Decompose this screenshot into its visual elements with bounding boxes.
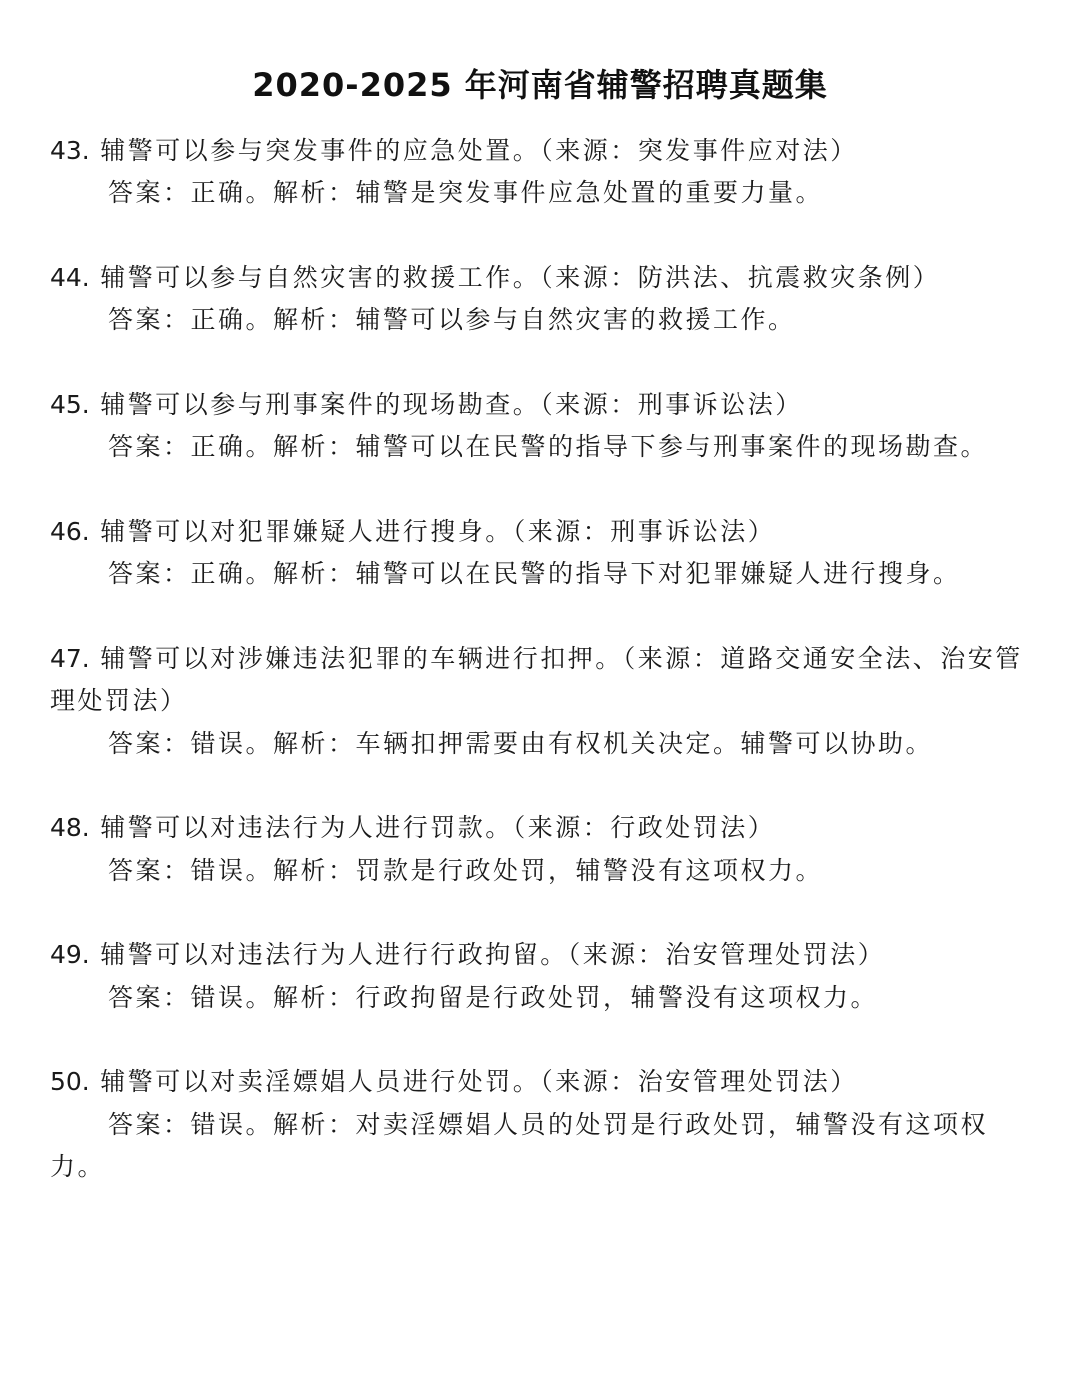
question-text: 辅警可以对犯罪嫌疑人进行搜身。（来源：刑事诉讼法） — [100, 517, 776, 546]
question-46 — [50, 511, 1035, 553]
question-text: 辅警可以参与突发事件的应急处置。（来源：突发事件应对法） — [100, 136, 858, 165]
question-47 — [50, 638, 1035, 722]
question-number: 46. — [50, 517, 90, 546]
question-49 — [50, 934, 1035, 976]
question-number: 43. — [50, 136, 90, 165]
question-number: 50. — [50, 1067, 90, 1096]
question-number: 48. — [50, 813, 90, 842]
question-text: 辅警可以参与自然灾害的救援工作。（来源：防洪法、抗震救灾条例） — [100, 263, 941, 292]
answer-45: 答案：正确。解析：辅警可以在民警的指导下参与刑事案件的现场勘查。 — [108, 432, 989, 461]
question-text: 辅警可以对卖淫嫖娼人员进行处罚。（来源：治安管理处罚法） — [100, 1067, 858, 1096]
question-text: 辅警可以对违法行为人进行罚款。（来源：行政处罚法） — [100, 813, 776, 842]
question-text: 辅警可以对违法行为人进行行政拘留。（来源：治安管理处罚法） — [100, 940, 886, 969]
answer-43: 答案：正确。解析：辅警是突发事件应急处置的重要力量。 — [108, 178, 824, 207]
answer-49: 答案：错误。解析：行政拘留是行政处罚，辅警没有这项权力。 — [108, 983, 879, 1012]
answer-48: 答案：错误。解析：罚款是行政处罚，辅警没有这项权力。 — [108, 856, 824, 885]
question-number: 49. — [50, 940, 90, 969]
answer-44: 答案：正确。解析：辅警可以参与自然灾害的救援工作。 — [108, 305, 796, 334]
question-45 — [50, 384, 1035, 426]
question-text: 辅警可以对涉嫌违法犯罪的车辆进行扣押。（来源：道路交通安全法、治安管理处罚法） — [50, 644, 1023, 715]
question-50 — [50, 1061, 1035, 1103]
question-44 — [50, 257, 1035, 299]
question-43 — [50, 130, 1035, 172]
answer-46: 答案：正确。解析：辅警可以在民警的指导下对犯罪嫌疑人进行搜身。 — [108, 559, 961, 588]
question-number: 47. — [50, 644, 90, 673]
question-text: 辅警可以参与刑事案件的现场勘查。（来源：刑事诉讼法） — [100, 390, 803, 419]
question-number: 44. — [50, 263, 90, 292]
question-48 — [50, 807, 1035, 849]
question-number: 45. — [50, 390, 90, 419]
answer-47: 答案：错误。解析：车辆扣押需要由有权机关决定。辅警可以协助。 — [108, 729, 934, 758]
answer-50: 答案：错误。解析：对卖淫嫖娼人员的处罚是行政处罚，辅警没有这项权力。 — [50, 1110, 989, 1181]
page-title: 2020-2025 年河南省辅警招聘真题集 — [252, 66, 828, 104]
